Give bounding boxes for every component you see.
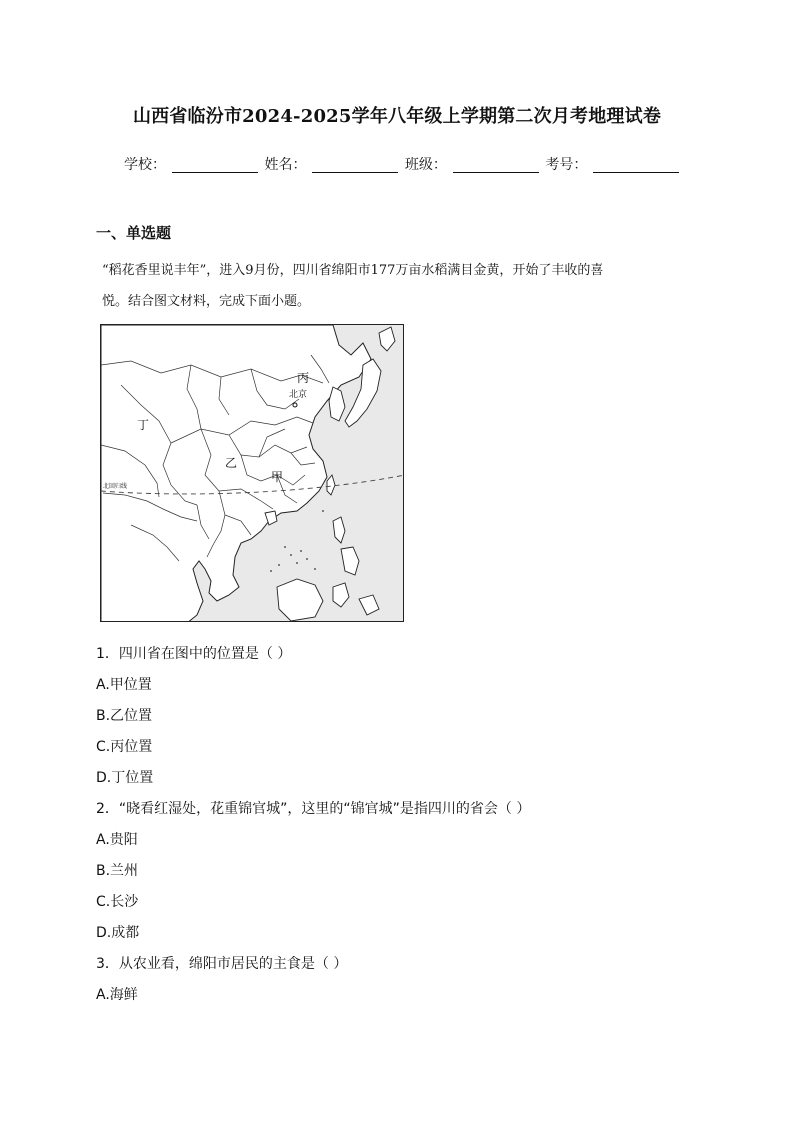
intro-line-1: “稻花香里说丰年”，进入9月份，四川省绵阳市177万亩水稻满目金黄，开始了丰收的喜 xyxy=(102,263,604,278)
question-1-option-d[interactable]: D.丁位置 xyxy=(96,770,154,786)
question-1-option-c[interactable]: C.丙位置 xyxy=(96,739,153,755)
section-heading: 一、单选题 xyxy=(96,224,172,242)
question-2-stem: 2．“晓看红湿处，花重锦官城”，这里的“锦官城”是指四川的省会（ ） xyxy=(96,801,531,817)
map-figure xyxy=(100,324,404,622)
number-label: 考号： xyxy=(545,157,588,173)
question-3-option-a[interactable]: A.海鲜 xyxy=(96,987,138,1003)
question-2-option-a[interactable]: A.贵阳 xyxy=(96,832,138,848)
question-1-stem: 1．四川省在图中的位置是（ ） xyxy=(96,646,292,662)
label-yi: 乙 xyxy=(225,456,238,470)
page-title: 山西省临汾市2024-2025学年八年级上学期第二次月考地理试卷 xyxy=(132,106,662,127)
question-2-option-b[interactable]: B.兰州 xyxy=(96,863,139,879)
label-bing: 丙 xyxy=(297,371,310,385)
name-label: 姓名： xyxy=(264,157,307,173)
intro-paragraph xyxy=(102,255,702,317)
number-blank[interactable] xyxy=(593,158,679,173)
question-1-option-b[interactable]: B.乙位置 xyxy=(96,708,153,724)
label-ding: 丁 xyxy=(137,418,150,432)
question-2-option-d[interactable]: D.成都 xyxy=(96,925,140,941)
school-blank[interactable] xyxy=(172,158,258,173)
label-jia: 甲 xyxy=(271,470,284,484)
name-blank[interactable] xyxy=(312,158,398,173)
student-info-row xyxy=(124,154,681,174)
label-tropic: 北回归线 xyxy=(103,483,128,490)
map-drawing xyxy=(101,325,404,622)
label-beijing: 北京 xyxy=(289,390,308,400)
intro-line-2: 悦。结合图文材料，完成下面小题。 xyxy=(102,294,311,309)
question-2-option-c[interactable]: C.长沙 xyxy=(96,894,139,910)
class-label: 班级： xyxy=(404,157,447,173)
question-1-option-a[interactable]: A.甲位置 xyxy=(96,677,152,693)
question-3-stem: 3．从农业看，绵阳市居民的主食是（ ） xyxy=(96,956,348,972)
class-blank[interactable] xyxy=(453,158,539,173)
school-label: 学校： xyxy=(124,157,166,173)
